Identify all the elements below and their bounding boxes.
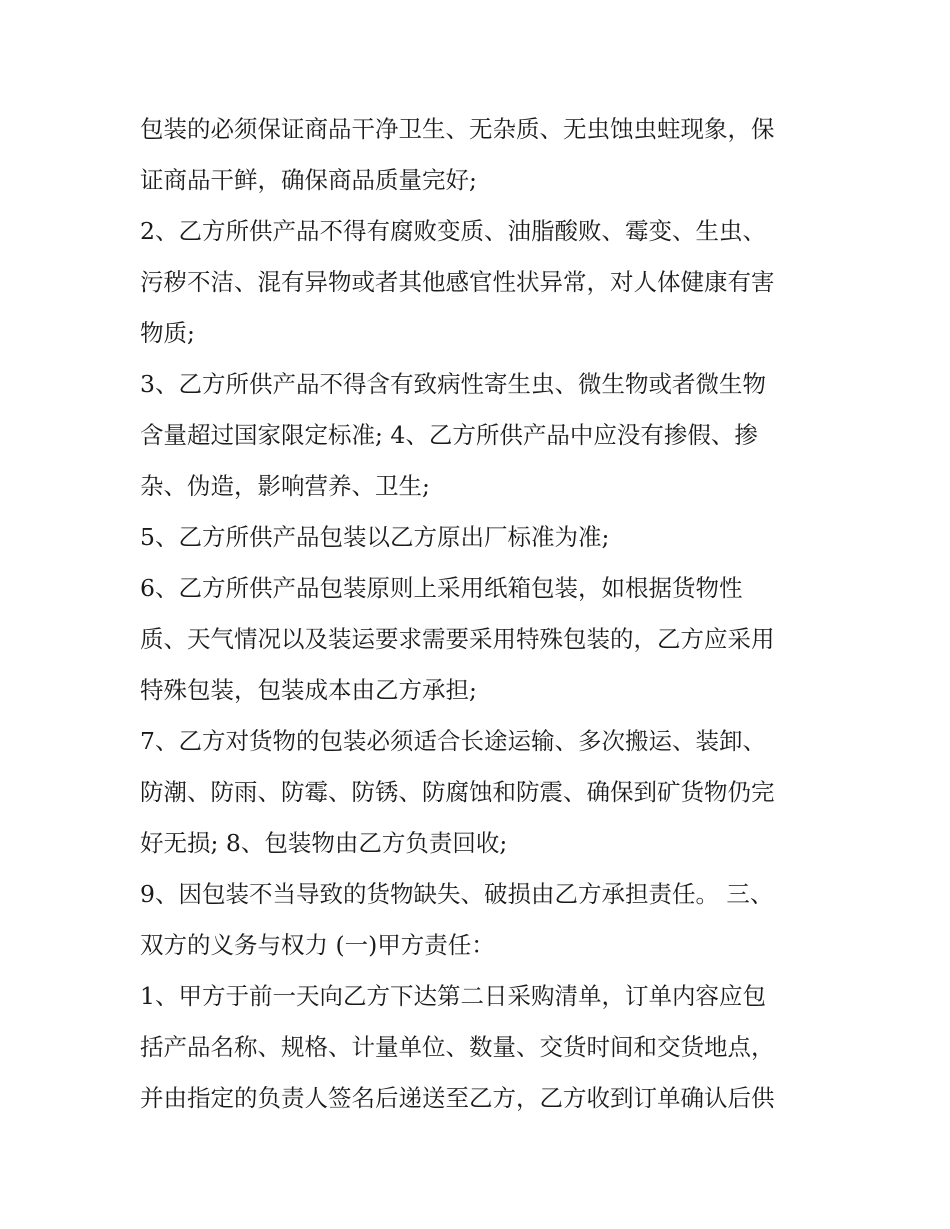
text-line: 包装的必须保证商品干净卫生、无杂质、无虫蚀虫蛀现象，保 [140, 115, 775, 143]
text-line: 防潮、防雨、防霉、防锈、防腐蚀和防震、确保到矿货物仍完 [140, 778, 775, 806]
text-line: 双方的义务与权力 (一)甲方责任： [140, 931, 495, 959]
text-line: 特殊包装，包装成本由乙方承担; [140, 676, 477, 704]
text-line: 括产品名称、规格、计量单位、数量、交货时间和交货地点， [140, 1033, 775, 1061]
text-line: 污秽不洁、混有异物或者其他感官性状异常，对人体健康有害 [140, 268, 775, 296]
text-line: 证商品干鲜，确保商品质量完好; [140, 166, 477, 194]
text-line: 7、乙方对货物的包装必须适合长途运输、多次搬运、装卸、 [140, 727, 766, 755]
text-line: 2、乙方所供产品不得有腐败变质、油脂酸败、霉变、生虫、 [140, 217, 766, 245]
text-line: 质、天气情况以及装运要求需要采用特殊包装的，乙方应采用 [140, 625, 775, 653]
text-line: 6、乙方所供产品包装原则上采用纸箱包装，如根据货物性 [140, 574, 743, 602]
text-line: 含量超过国家限定标准; 4、乙方所供产品中应没有掺假、掺 [140, 421, 758, 449]
text-line: 杂、伪造，影响营养、卫生; [140, 472, 430, 500]
text-line: 并由指定的负责人签名后递送至乙方，乙方收到订单确认后供 [140, 1084, 775, 1112]
text-line: 1、甲方于前一天向乙方下达第二日采购清单，订单内容应包 [140, 982, 766, 1010]
text-line: 好无损; 8、包装物由乙方负责回收; [140, 829, 508, 857]
text-line: 5、乙方所供产品包装以乙方原出厂标准为准; [140, 523, 610, 551]
contract-text-body [140, 104, 830, 1124]
text-line: 9、因包装不当导致的货物缺失、破损由乙方承担责任。 三、 [140, 880, 774, 908]
text-line: 物质; [140, 319, 195, 347]
text-line: 3、乙方所供产品不得含有致病性寄生虫、微生物或者微生物 [140, 370, 766, 398]
